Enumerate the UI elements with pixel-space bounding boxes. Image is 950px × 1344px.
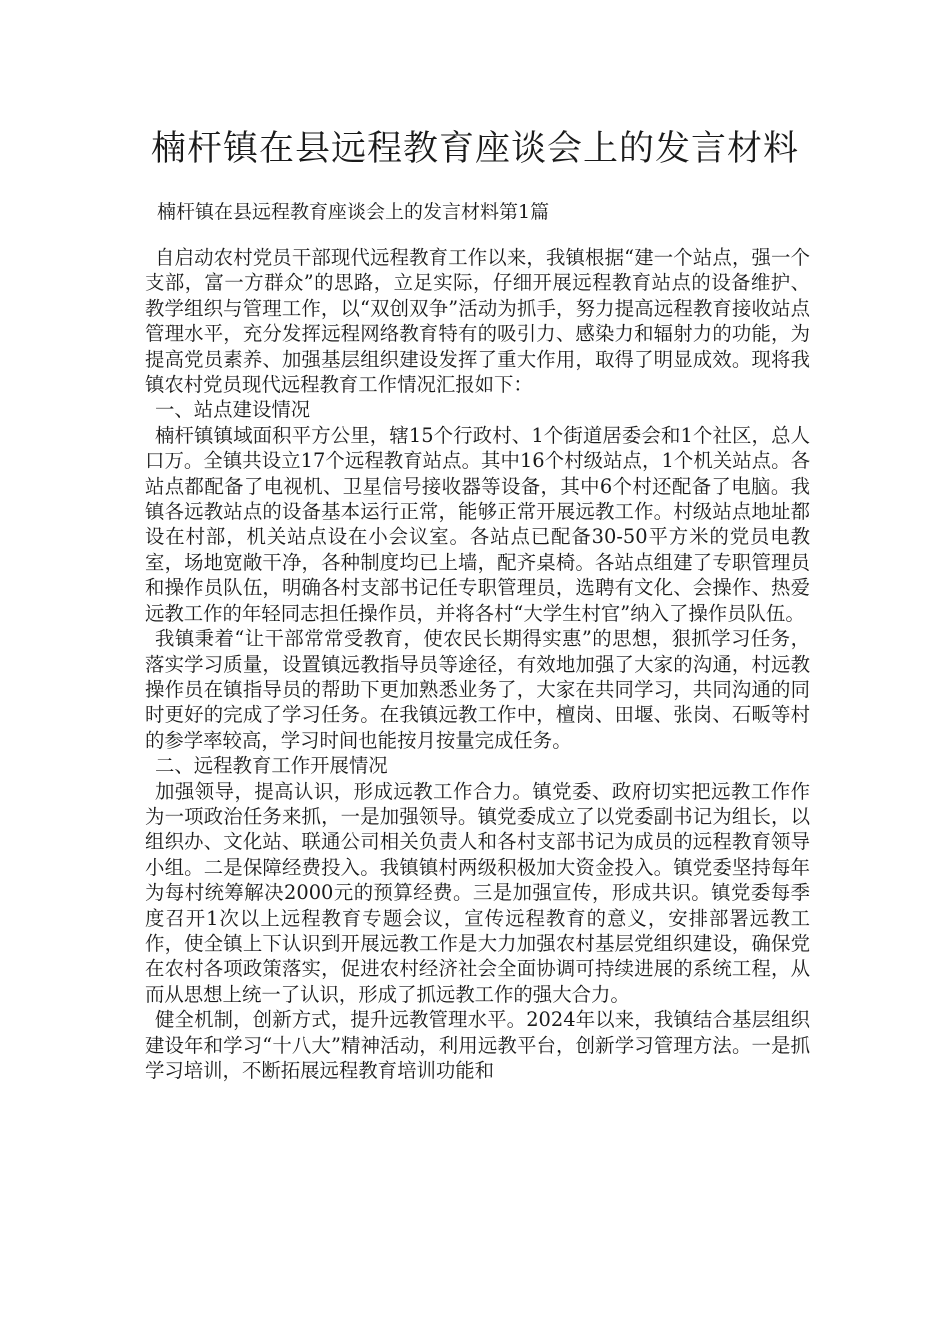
document-body: [145, 245, 810, 1083]
section-heading-work-progress: 二、远程教育工作开展情况: [155, 754, 388, 778]
body-paragraph-mechanism: 健全机制，创新方式，提升远教管理水平。2024年以来，我镇结合基层组织建设年和学习“十八大”精神活动，利用远教平台，创新学习管理方法。一是抓学习培训，不断拓展远程教育培训功能和: [145, 1008, 810, 1082]
body-paragraph-learning-tasks: 我镇秉着“让干部常常受教育，使农民长期得实惠”的思想，狠抓学习任务，落实学习质量，设置镇远教指导员等途径，有效地加强了大家的沟通，村远教操作员在镇指导员的帮助下更加熟悉业务了，大家在共同学习，共同沟通的同时更好的完成了学习任务。在我镇远教工作中，檀岗、田堰、张岗、石畈等村的参学率较高，学习时间也能按月按量完成任务。: [145, 627, 810, 752]
document-subtitle: 楠杆镇在县远程教育座谈会上的发言材料第1篇: [157, 201, 550, 223]
body-paragraph-leadership: 加强领导，提高认识，形成远教工作合力。镇党委、政府切实把远教工作作为一项政治任务来抓，一是加强领导。镇党委成立了以党委副书记为组长，以组织办、文化站、联通公司相关负责人和各村支部书记为成员的远程教育领导小组。二是保障经费投入。我镇镇村两级积极加大资金投入。镇党委坚持每年为每村统筹解决2000元的预算经费。三是加强宣传，形成共识。镇党委每季度召开1次以上远程教育专题会议，宣传远程教育的意义，安排部署远教工作，使全镇上下认识到开展远教工作是大力加强农村基层党组织建设，确保党在农村各项政策落实，促进农村经济社会全面协调可持续进展的系统工程，从而从思想上统一了认识，形成了抓远教工作的强大合力。: [145, 779, 810, 1006]
body-paragraph-intro: 自启动农村党员干部现代远程教育工作以来，我镇根据“建一个站点，强一个支部，富一方群众”的思路，立足实际，仔细开展远程教育站点的设备维护、教学组织与管理工作，以“双创双争”活动为抓手，努力提高远程教育接收站点管理水平，充分发挥远程网络教育特有的吸引力、感染力和辐射力的功能，为提高党员素养、加强基层组织建设发挥了重大作用，取得了明显成效。现将我镇农村党员现代远程教育工作情况汇报如下：: [145, 246, 810, 397]
body-paragraph-station-overview: 楠杆镇镇域面积平方公里，辖15个行政村、1个街道居委会和1个社区，总人口万。全镇共设立17个远程教育站点。其中16个村级站点，1个机关站点。各站点都配备了电视机、卫星信号接收器等设备，其中6个村还配备了电脑。我镇各远教站点的设备基本运行正常，能够正常开展远教工作。村级站点地址都设在村部，机关站点设在小会议室。各站点已配备30-50平方米的党员电教室，场地宽敞干净，各种制度均已上墙，配齐桌椅。各站点组建了专职管理员和操作员队伍，明确各村支部书记任专职管理员，选聘有文化、会操作、热爱远教工作的年轻同志担任操作员，并将各村“大学生村官”纳入了操作员队伍。: [145, 423, 810, 625]
document-title: 楠杆镇在县远程教育座谈会上的发言材料: [150, 129, 799, 169]
section-heading-station-construction: 一、站点建设情况: [155, 398, 311, 422]
